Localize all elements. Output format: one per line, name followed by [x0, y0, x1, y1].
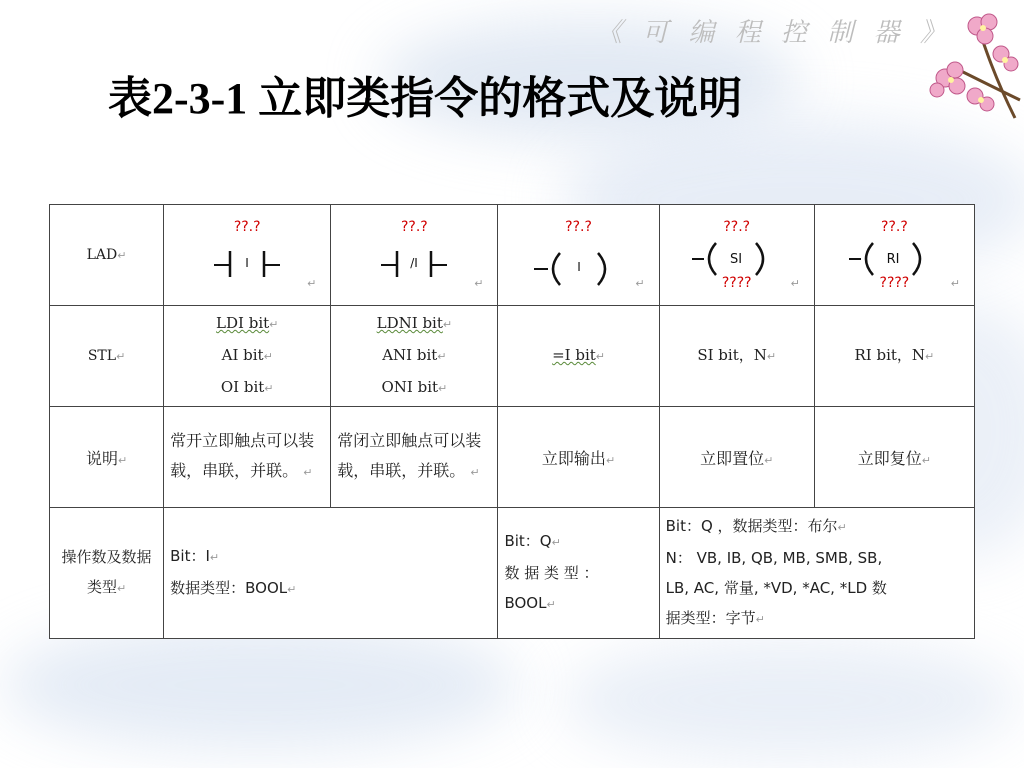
row-label-description: 说明↵ [50, 407, 164, 508]
operands-contacts: Bit：I↵ 数据类型：BOOL↵ [164, 508, 498, 639]
desc-output: 立即输出↵ [498, 407, 659, 508]
table-row [50, 306, 975, 407]
table-row [50, 407, 975, 508]
stl-contact-nc [331, 306, 498, 407]
table-row [50, 508, 975, 639]
stl-line: OI bit↵ [220, 378, 274, 396]
table-row [50, 205, 975, 306]
lad-address: ??.? [400, 219, 428, 235]
row-label-operands: 操作数及数据类型↵ [50, 508, 164, 639]
stl-contact-no [164, 306, 331, 407]
stl-set: SI bit，N↵ [659, 306, 814, 407]
lad-address: ??.? [565, 219, 592, 235]
normally-open-immediate-contact-icon [170, 205, 324, 305]
desc-set: 立即置位↵ [659, 407, 814, 508]
lad-contact-normally-closed: ??.? /I ↵ [331, 205, 498, 306]
lad-address: ??.? [881, 219, 908, 235]
stl-output: =I bit↵ [498, 306, 659, 407]
background-decoration [0, 620, 520, 750]
background-decoration [560, 640, 1020, 760]
stl-reset: RI bit，N↵ [814, 306, 974, 407]
course-tag: 《 可 编 程 控 制 器 》 [596, 18, 952, 48]
flower-decoration-icon [915, 8, 1023, 126]
row-label-lad: LAD↵ [50, 205, 164, 306]
page-title: 表2-3-1 立即类指令的格式及说明 [108, 74, 743, 123]
lad-contact-normally-open: ??.? I ↵ [164, 205, 331, 306]
desc-reset: 立即复位↵ [814, 407, 974, 508]
stl-line: LDNI bit↵ [376, 314, 453, 332]
return-mark: ↵ [117, 249, 127, 262]
svg-text:RI: RI [886, 252, 900, 267]
stl-line: LDI bit↵ [216, 314, 279, 332]
svg-text:SI: SI [729, 252, 742, 267]
svg-text:/I: /I [410, 256, 419, 270]
lad-coil-output: ??.? I ↵ [498, 205, 659, 306]
lad-count: ???? [879, 275, 910, 291]
lad-address: ??.? [233, 219, 261, 235]
instruction-table [49, 204, 975, 639]
lad-coil-reset: ??.? RI ???? ↵ [814, 205, 974, 306]
normally-closed-immediate-contact-icon [337, 205, 491, 305]
stl-line: ONI bit↵ [381, 378, 448, 396]
lad-address: ??.? [723, 219, 751, 235]
operands-output: Bit：Q↵ 数 据 类 型 ： BOOL↵ [498, 508, 659, 639]
operands-set-reset: Bit：Q ，数据类型：布尔↵ N： VB, IB, QB, MB, SMB, SB, LB, AC, 常量, *VD, *AC, *LD 数 据类型：字节↵ [659, 508, 974, 639]
svg-text:I: I [577, 260, 582, 274]
lad-count: ???? [721, 275, 752, 291]
desc-contact-nc: 常闭立即触点可以装载，串联，并联。 ↵ [331, 407, 498, 508]
lad-coil-set: ??.? SI ???? ↵ [659, 205, 814, 306]
immediate-output-coil-icon [504, 205, 652, 305]
stl-line: ANI bit↵ [382, 346, 447, 364]
desc-contact-no: 常开立即触点可以装载，串联，并联。 ↵ [164, 407, 331, 508]
stl-line: AI bit↵ [221, 346, 273, 364]
row-label-stl: STL↵ [50, 306, 164, 407]
svg-text:I: I [245, 256, 249, 270]
